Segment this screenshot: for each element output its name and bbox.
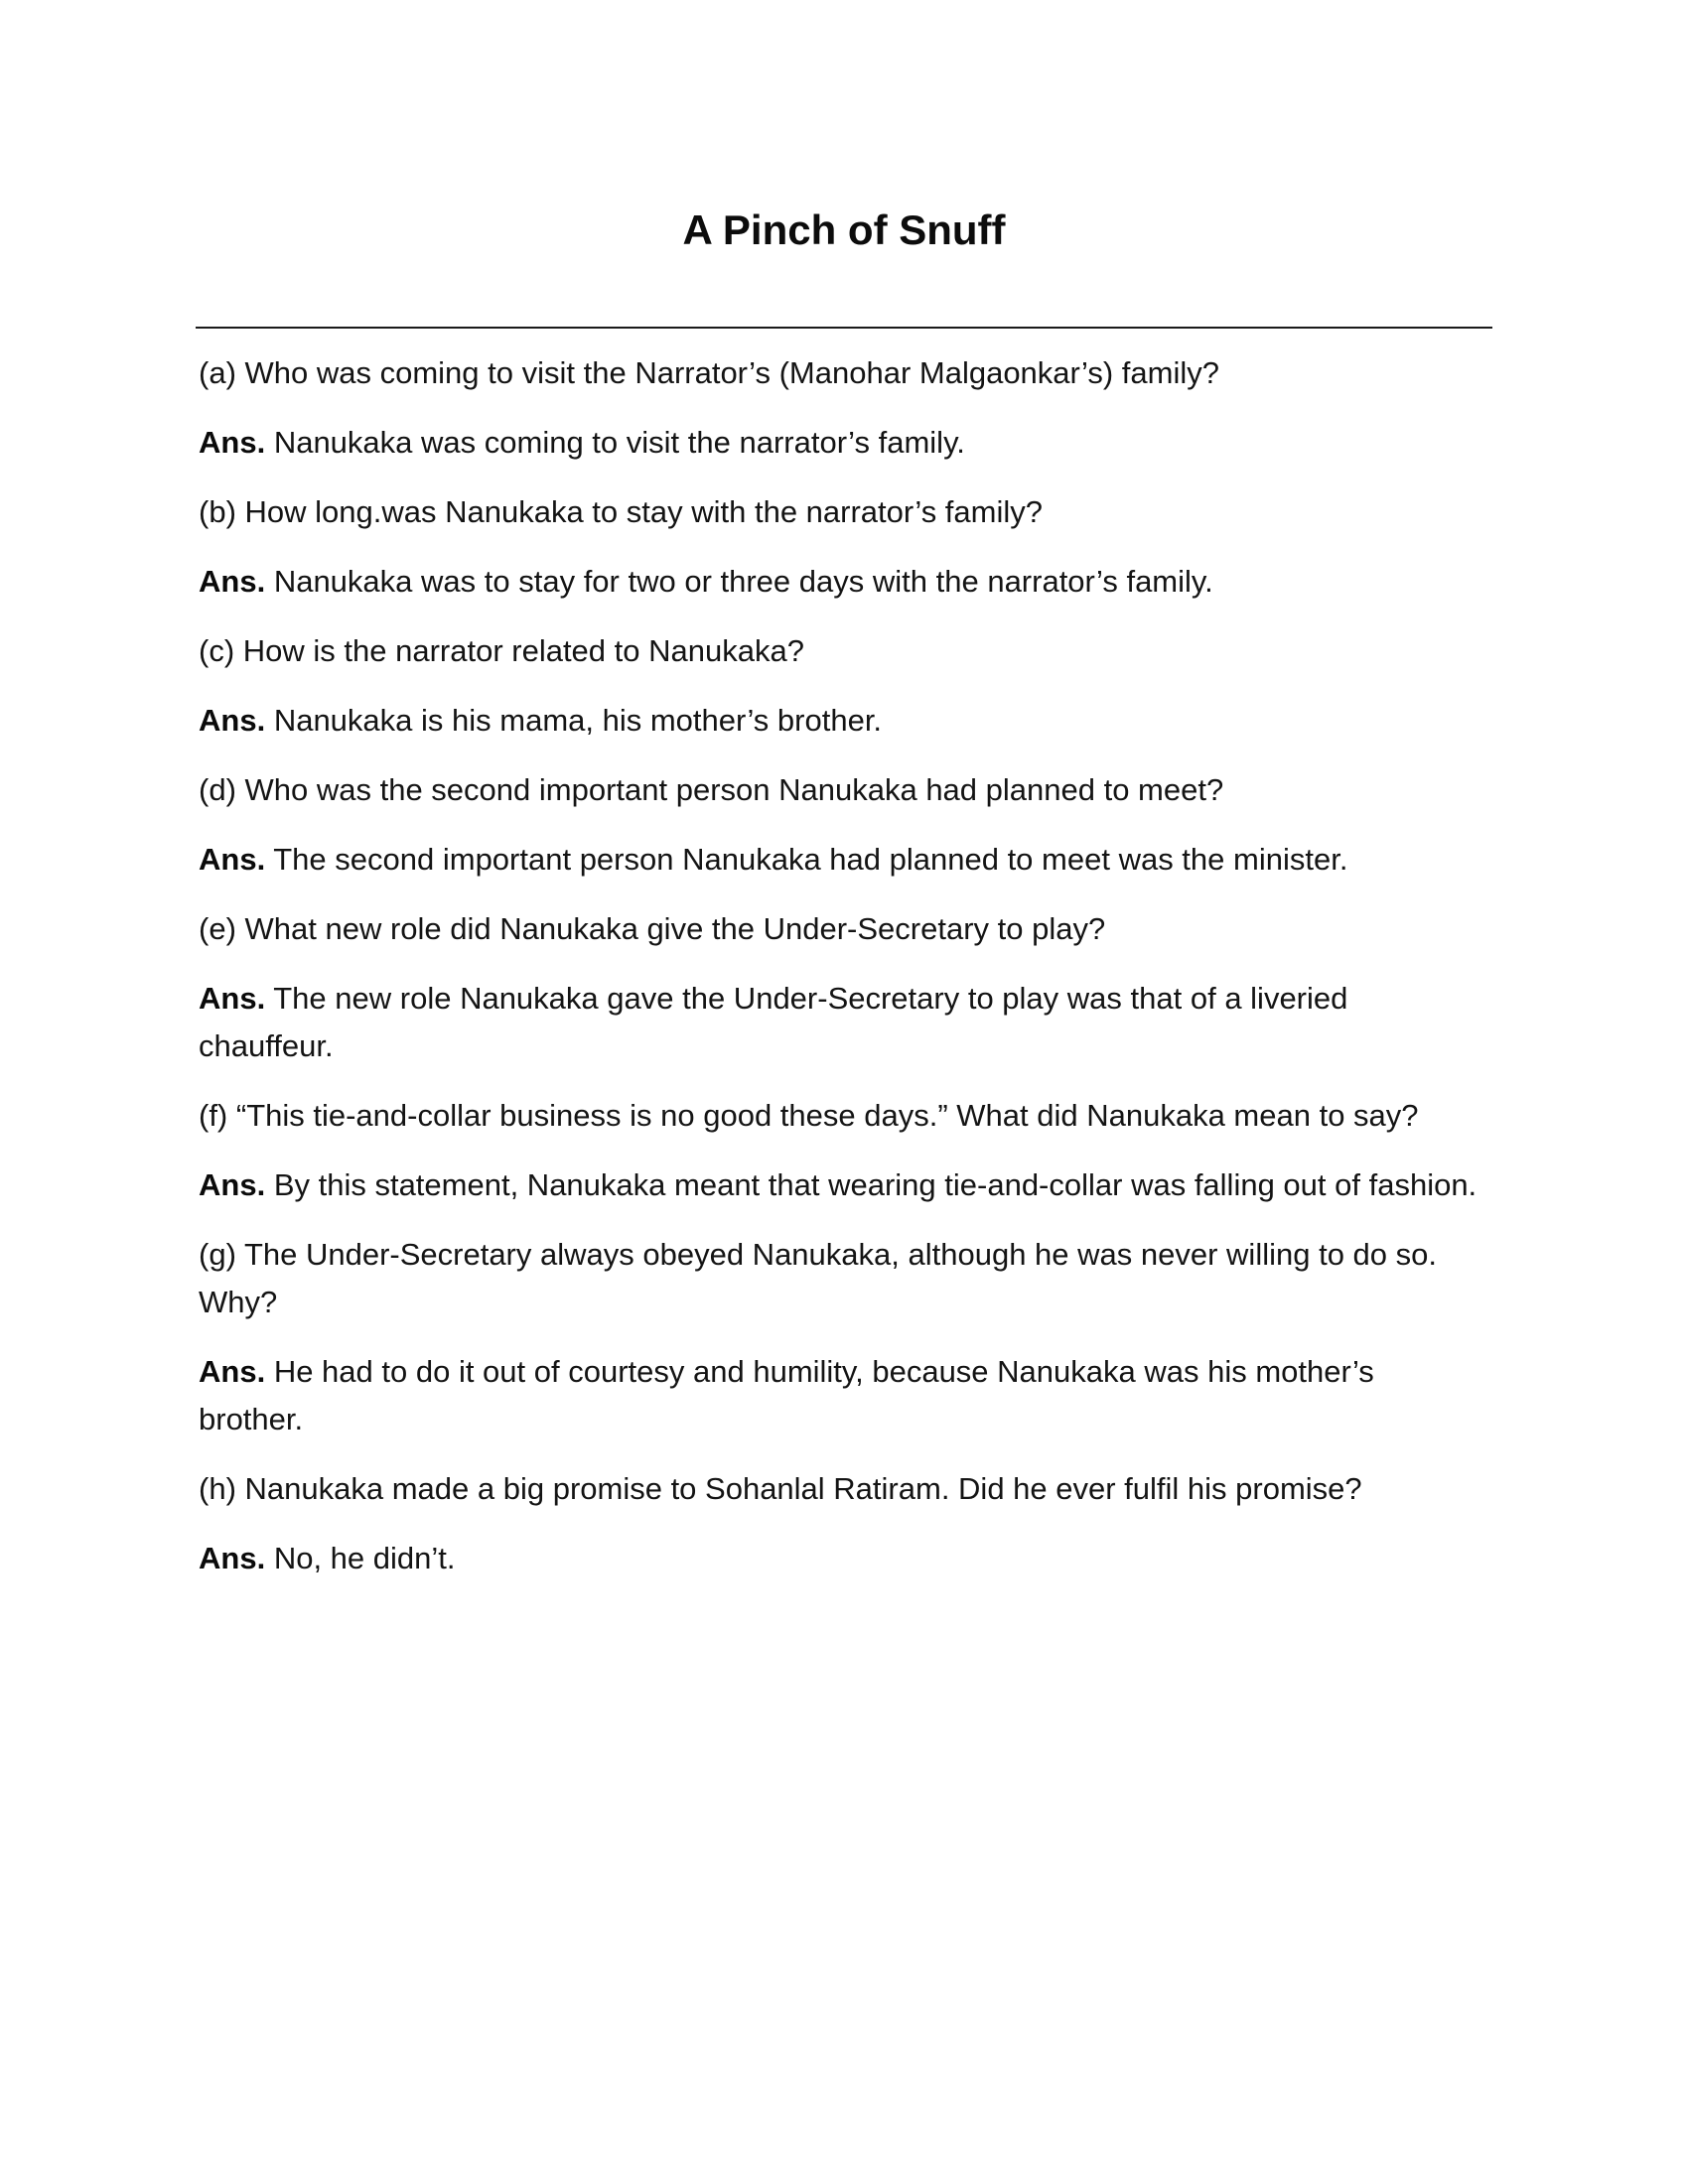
question-f: (f) “This tie-and-collar business is no good these days.” What did Nanukaka mean to say? xyxy=(199,1098,1419,1133)
answer-a xyxy=(199,419,1484,467)
question-c: (c) How is the narrator related to Nanukaka? xyxy=(199,633,804,668)
answer-text: Nanukaka was coming to visit the narrator’s family. xyxy=(273,425,965,460)
answer-label: Ans. xyxy=(199,1354,266,1389)
answer-label: Ans. xyxy=(199,703,266,738)
answer-d xyxy=(199,836,1484,884)
answer-text: The second important person Nanukaka had planned to meet was the minister. xyxy=(273,842,1348,877)
answer-label: Ans. xyxy=(199,564,266,599)
answer-text: Nanukaka is his mama, his mother’s brother. xyxy=(273,703,883,738)
answer-text: The new role Nanukaka gave the Under-Secretary to play was that of a liveried chauffeur. xyxy=(199,981,1348,1063)
answer-label: Ans. xyxy=(199,842,266,877)
answer-b xyxy=(199,558,1484,606)
answer-text: No, he didn’t. xyxy=(273,1541,456,1575)
question-h: (h) Nanukaka made a big promise to Sohanlal Ratiram. Did he ever fulfil his promise? xyxy=(199,1471,1362,1506)
qa-list xyxy=(199,349,1484,1604)
answer-f xyxy=(199,1161,1484,1209)
answer-text: By this statement, Nanukaka meant that wearing tie-and-collar was falling out of fashion. xyxy=(273,1167,1477,1202)
question-d: (d) Who was the second important person Nanukaka had planned to meet? xyxy=(199,772,1224,807)
question-a: (a) Who was coming to visit the Narrator’s (Manohar Malgaonkar’s) family? xyxy=(199,355,1219,390)
question-g: (g) The Under-Secretary always obeyed Nanukaka, although he was never willing to do so. Why? xyxy=(199,1237,1437,1319)
answer-label: Ans. xyxy=(199,981,266,1016)
answer-e xyxy=(199,975,1484,1070)
answer-g xyxy=(199,1348,1484,1443)
answer-text: He had to do it out of courtesy and humility, because Nanukaka was his mother’s brother. xyxy=(199,1354,1374,1436)
title-divider xyxy=(196,327,1492,329)
answer-label: Ans. xyxy=(199,1167,266,1202)
answer-label: Ans. xyxy=(199,1541,266,1575)
question-e: (e) What new role did Nanukaka give the Under-Secretary to play? xyxy=(199,911,1106,946)
answer-text: Nanukaka was to stay for two or three days with the narrator’s family. xyxy=(273,564,1213,599)
answer-h xyxy=(199,1535,1484,1582)
answer-c xyxy=(199,697,1484,745)
page-title: A Pinch of Snuff xyxy=(682,206,1006,253)
question-b: (b) How long.was Nanukaka to stay with the narrator’s family? xyxy=(199,494,1044,529)
answer-label: Ans. xyxy=(199,425,266,460)
